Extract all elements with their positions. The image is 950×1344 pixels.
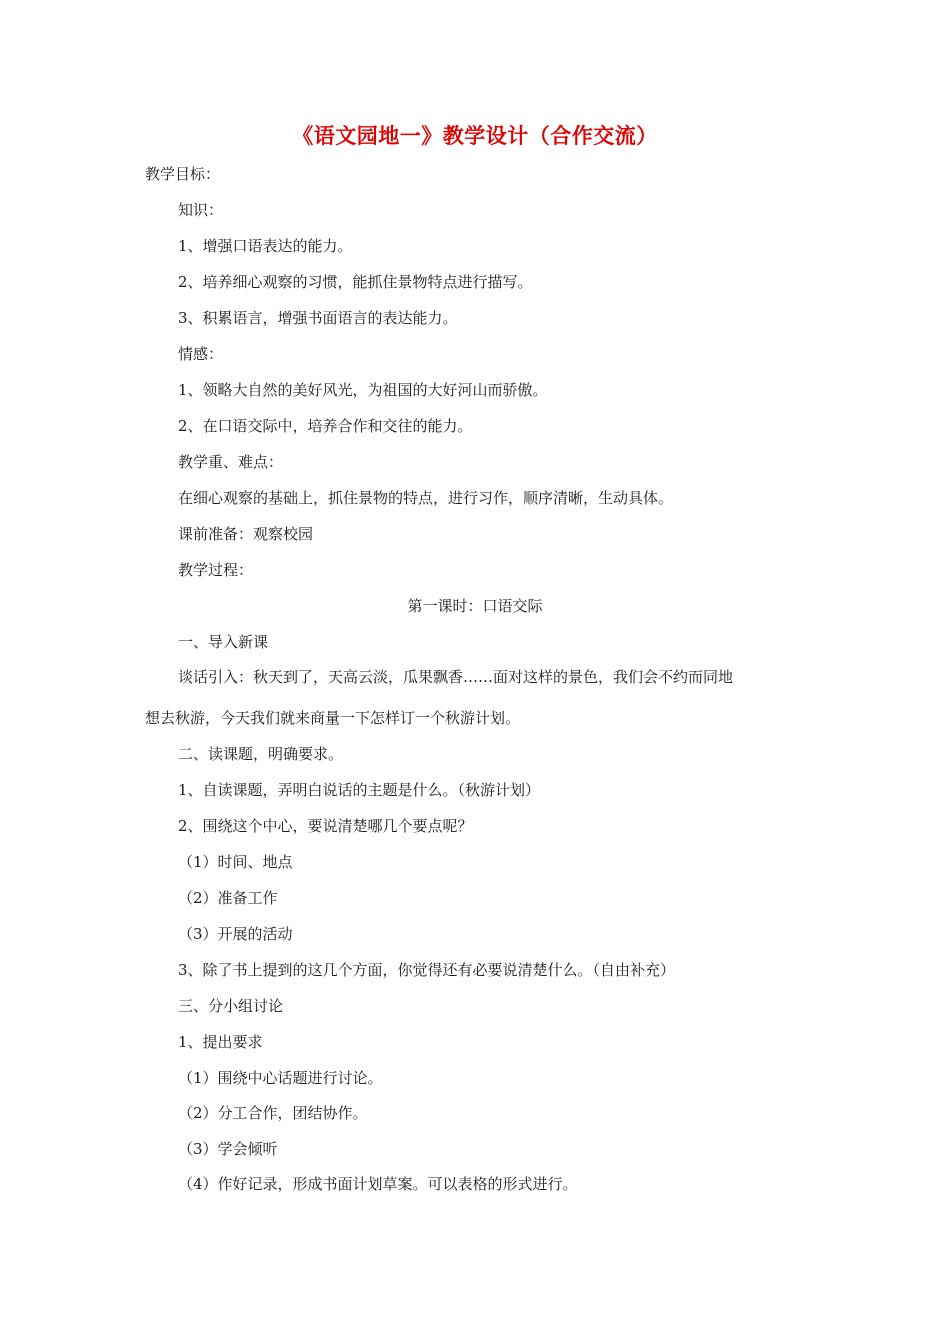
paragraph: 3、积累语言，增强书面语言的表达能力。 [178, 309, 458, 327]
paragraph: 1、提出要求 [178, 1033, 263, 1051]
list-item: （3）学会倾听 [178, 1140, 278, 1158]
subheading-knowledge: 知识： [178, 201, 224, 219]
step-heading: 二、读课题，明确要求。 [178, 745, 344, 763]
lesson-heading: 第一课时：口语交际 [407, 597, 543, 615]
list-item: （4）作好记录，形成书面计划草案。可以表格的形式进行。 [178, 1175, 578, 1193]
step-heading: 一、导入新课 [178, 633, 269, 651]
paragraph: 2、培养细心观察的习惯，能抓住景物特点进行描写。 [178, 273, 533, 291]
list-item: （1）围绕中心话题进行讨论。 [178, 1069, 383, 1087]
subheading-process: 教学过程： [178, 561, 254, 579]
section-heading-goals: 教学目标： [145, 165, 221, 183]
list-item: （2）分工合作，团结协作。 [178, 1104, 368, 1122]
paragraph: 2、在口语交际中，培养合作和交往的能力。 [178, 417, 473, 435]
document-title: 《语文园地一》教学设计（合作交流） [292, 124, 658, 148]
paragraph: 谈话引入：秋天到了，天高云淡，瓜果飘香……面对这样的景色，我们会不约而同地 [178, 668, 734, 686]
list-item: （3）开展的活动 [178, 925, 293, 943]
paragraph-continued: 想去秋游，今天我们就来商量一下怎样订一个秋游计划。 [145, 709, 521, 727]
subheading-emotion: 情感： [178, 345, 224, 363]
paragraph: 1、自读课题，弄明白说话的主题是什么。（秋游计划） [178, 781, 541, 799]
step-heading: 三、分小组讨论 [178, 997, 284, 1015]
paragraph: 2、围绕这个中心，要说清楚哪几个要点呢？ [178, 817, 473, 835]
subheading-key-points: 教学重、难点： [178, 453, 284, 471]
paragraph-preparation: 课前准备：观察校园 [178, 525, 314, 543]
paragraph: 1、增强口语表达的能力。 [178, 237, 353, 255]
paragraph: 3、除了书上提到的这几个方面，你觉得还有必要说清楚什么。（自由补充） [178, 961, 676, 979]
list-item: （2）准备工作 [178, 889, 278, 907]
paragraph: 1、领略大自然的美好风光，为祖国的大好河山而骄傲。 [178, 381, 548, 399]
list-item: （1）时间、地点 [178, 853, 293, 871]
paragraph: 在细心观察的基础上，抓住景物的特点，进行习作，顺序清晰，生动具体。 [178, 489, 674, 507]
